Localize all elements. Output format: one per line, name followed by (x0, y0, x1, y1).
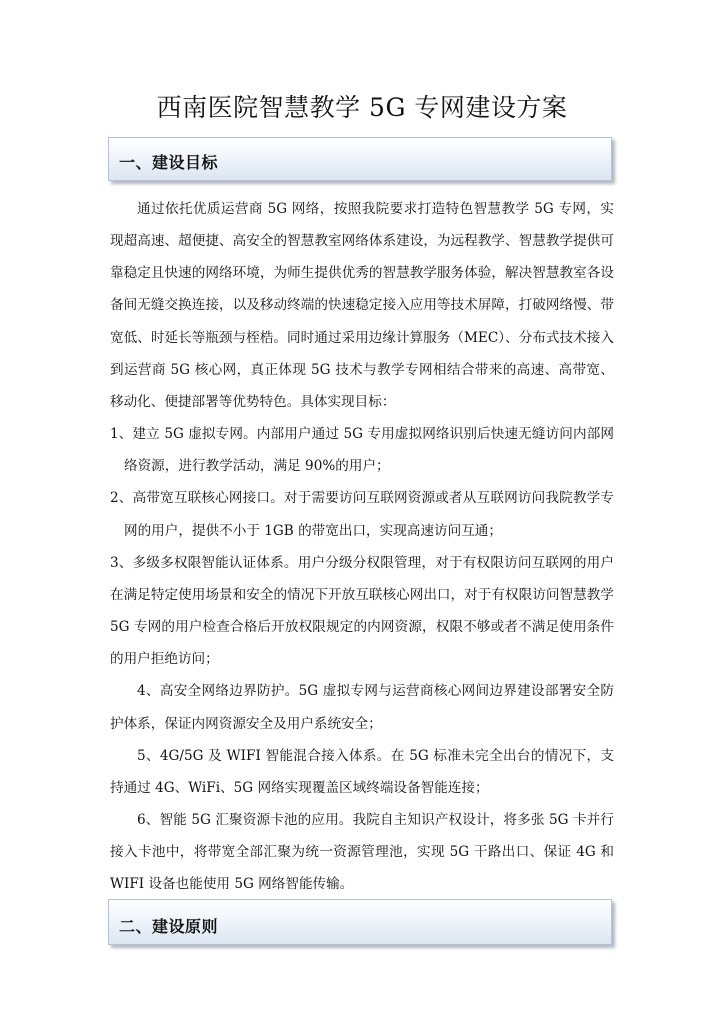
goal-item-4: 4、高安全网络边界防护。5G 虚拟专网与运营商核心网间边界建设部署安全防护体系，保证内网资源安全及用户系统安全； (110, 683, 614, 732)
goal-item-3: 3、多级多权限智能认证体系。用户分级分权限管理，对于有权限访问互联网的用户在满足特定使用场景和安全的情况下开放互联核心网出口，对于有权限访问智慧教学 5G 专网的用户检查合格后开放权限规定的内网资源，权限不够或者不满足使用条件的用户拒绝访问； (110, 554, 614, 668)
document-title: 西南医院智慧教学 5G 专网建设方案 (156, 93, 568, 122)
goal-item-6: 6、智能 5G 汇聚资源卡池的应用。我院自主知识产权设计，将多张 5G 卡并行接入卡池中，将带宽全部汇聚为统一资源管理池，实现 5G 干路出口、保证 4G 和 WIFI 设备也能使用 5G 网络智能传输。 (110, 811, 614, 893)
goal-item-5: 5、4G/5G 及 WIFI 智能混合接入体系。在 5G 标准未完全出台的情况下，支持通过 4G、WiFi、5G 网络实现覆盖区域终端设备智能连接； (110, 747, 614, 796)
section-heading-label: 一、建设目标 (119, 153, 219, 172)
intro-paragraph: 通过依托优质运营商 5G 网络，按照我院要求打造特色智慧教学 5G 专网，实现超高速、超便捷、高安全的智慧教室网络体系建设，为远程教学、智慧教学提供可靠稳定且快速的网络环境，为师生提供优秀的智慧教学服务体验，解决智慧教室各设备间无缝交换连接，以及移动终端的快速稳定接入应用等技术屏障，打破网络慢、带宽低、时延长等瓶颈与桎梏。同时通过采用边缘计算服务（MEC）、分布式技术接入到运营商 5G 核心网，真正体现 5G 技术与教学专网相结合带来的高速、高带宽、移动化、便捷部署等优势特色。具体实现目标： (110, 201, 614, 410)
section-heading-principles (108, 899, 612, 945)
document-body (110, 193, 614, 900)
goal-item-2: 2、高带宽互联核心网接口。对于需要访问互联网资源或者从互联网访问我院教学专网的用户，提供不小于 1GB 的带宽出口，实现高速访问互通； (110, 490, 614, 539)
section-heading-label: 二、建设原则 (119, 917, 219, 936)
goal-item-1: 1、建立 5G 虚拟专网。内部用户通过 5G 专用虚拟网络识别后快速无缝访问内部网络资源，进行教学活动，满足 90%的用户； (110, 426, 614, 475)
section-heading-goals (108, 137, 612, 181)
